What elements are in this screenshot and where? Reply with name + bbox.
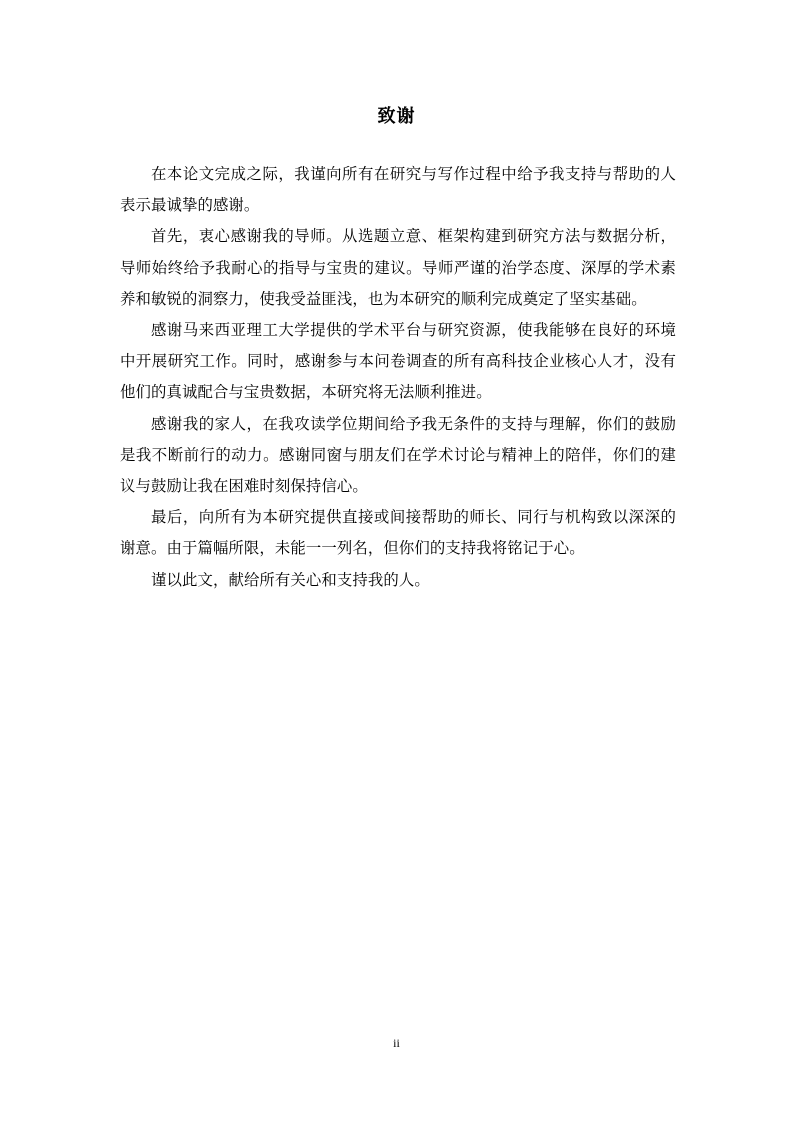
paragraph: 感谢马来西亚理工大学提供的学术平台与研究资源，使我能够在良好的环境中开展研究工作。同时，感谢参与本问卷调查的所有高科技企业核心人才，没有他们的真诚配合与宝贵数据，本研究将无法顺利推进。 [120,321,676,402]
paragraph: 在本论文完成之际，我谨向所有在研究与写作过程中给予我支持与帮助的人表示最诚挚的感谢。 [120,165,676,215]
acknowledgement-body [120,159,676,596]
paragraph: 最后，向所有为本研究提供直接或间接帮助的师长、同行与机构致以深深的谢意。由于篇幅所限，未能一一列名，但你们的支持我将铭记于心。 [120,508,676,558]
paragraph: 首先，衷心感谢我的导师。从选题立意、框架构建到研究方法与数据分析，导师始终给予我耐心的指导与宝贵的建议。导师严谨的治学态度、深厚的学术素养和敏锐的洞察力，使我受益匪浅，也为本研究的顺利完成奠定了坚实基础。 [120,227,676,308]
paragraph: 谨以此文，献给所有关心和支持我的人。 [151,570,430,589]
page-title: 致谢 [377,106,416,127]
paragraph: 感谢我的家人，在我攻读学位期间给予我无条件的支持与理解，你们的鼓励是我不断前行的动力。感谢同窗与朋友们在学术讨论与精神上的陪伴，你们的建议与鼓励让我在困难时刻保持信心。 [120,414,676,496]
page-number: ii [393,1036,400,1050]
